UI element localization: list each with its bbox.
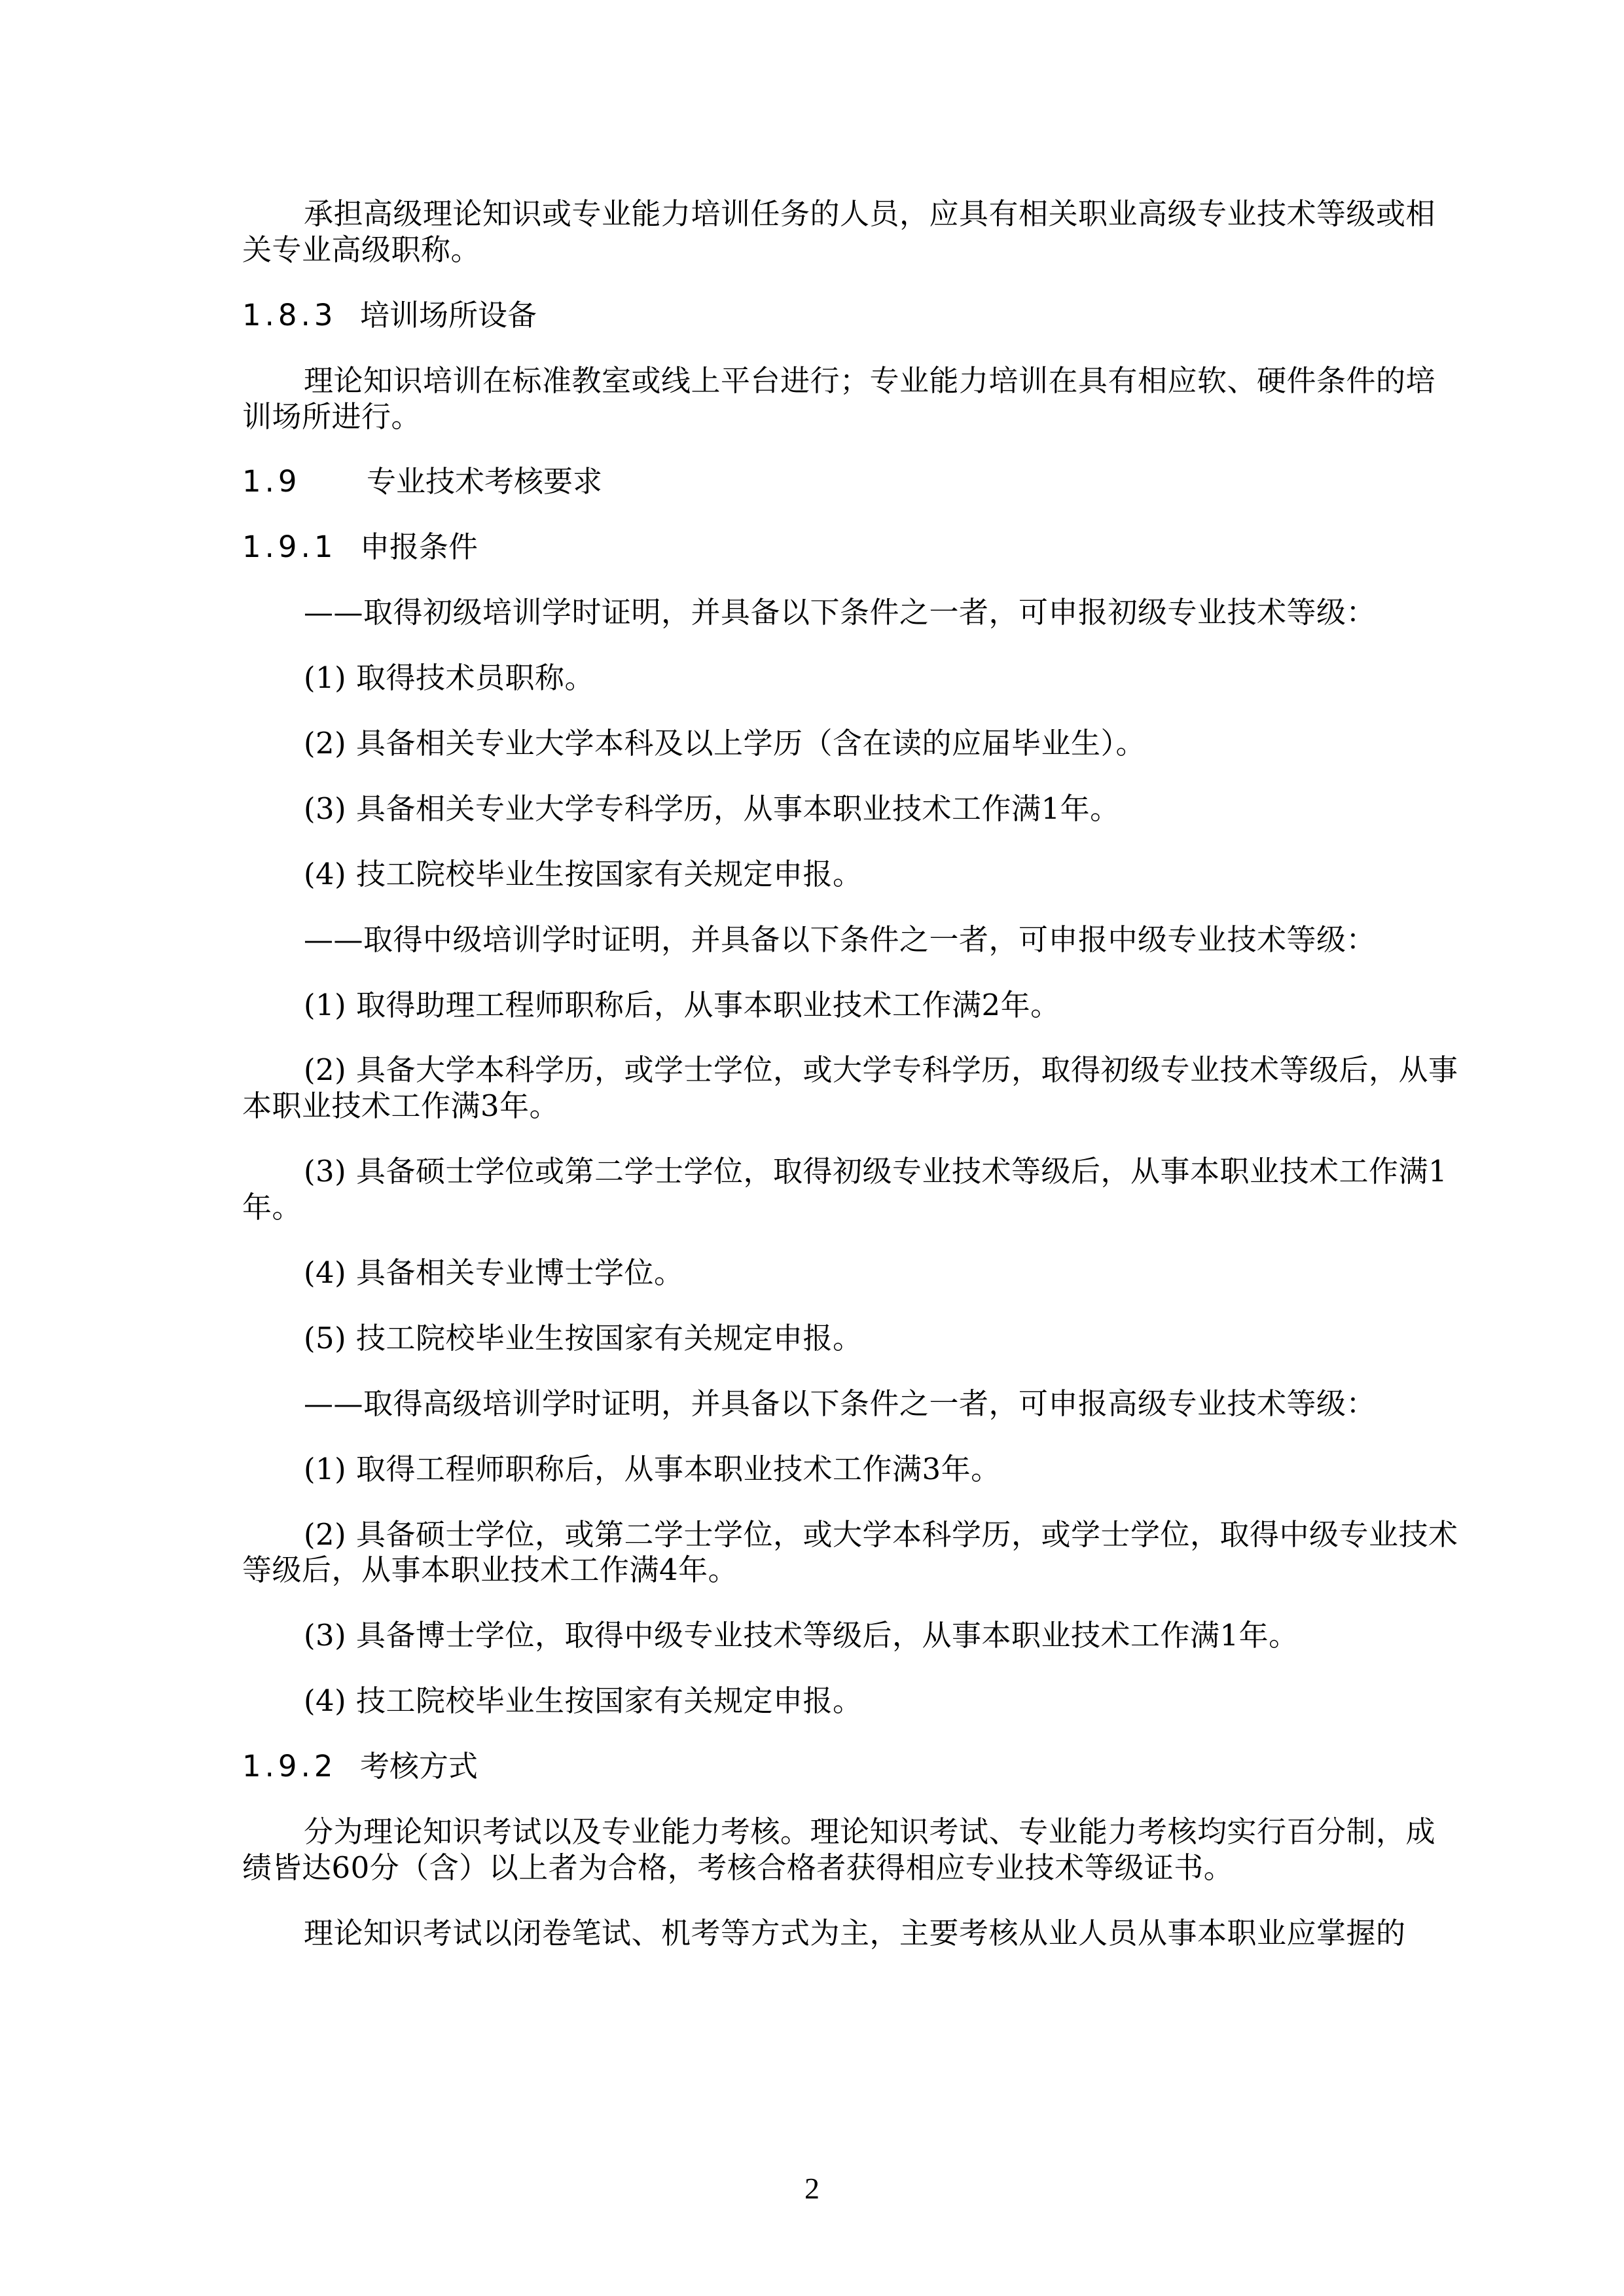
section-heading bbox=[242, 464, 1460, 500]
section-heading bbox=[242, 1749, 1460, 1785]
section-title: 考核方式 bbox=[360, 1749, 478, 1784]
paragraph: (2) 具备相关专业大学本科及以上学历（含在读的应届毕业生）。 bbox=[304, 726, 1146, 761]
paragraph: 分为理论知识考试以及专业能力考核。理论知识考试、专业能力考核均实行百分制，成绩皆达60分（含）以上者为合格，考核合格者获得相应专业技术等级证书。 bbox=[242, 1814, 1436, 1885]
section-heading bbox=[242, 298, 1460, 334]
section-number: 1.9.2 bbox=[242, 1749, 337, 1784]
paragraph: (2) 具备硕士学位，或第二学士学位，或大学本科学历，或学士学位，取得中级专业技术等级后，从事本职业技术工作满4年。 bbox=[242, 1516, 1458, 1588]
paragraph: (4) 技工院校毕业生按国家有关规定申报。 bbox=[304, 1683, 863, 1719]
paragraph: ——取得初级培训学时证明，并具备以下条件之一者，可申报初级专业技术等级： bbox=[304, 595, 1377, 630]
section-number: 1.9 bbox=[242, 464, 301, 499]
paragraph: (2) 具备大学本科学历，或学士学位，或大学专科学历，取得初级专业技术等级后，从事本职业技术工作满3年。 bbox=[242, 1052, 1458, 1124]
paragraph: 理论知识考试以闭卷笔试、机考等方式为主，主要考核从业人员从事本职业应掌握的 bbox=[304, 1915, 1406, 1950]
paragraph: (3) 具备博士学位，取得中级专业技术等级后，从事本职业技术工作满1年。 bbox=[304, 1618, 1299, 1653]
paragraph: ——取得高级培训学时证明，并具备以下条件之一者，可申报高级专业技术等级： bbox=[304, 1386, 1377, 1421]
section-heading bbox=[242, 529, 1460, 565]
paragraph: (3) 具备硕士学位或第二学士学位，取得初级专业技术等级后，从事本职业技术工作满1年。 bbox=[242, 1154, 1448, 1225]
section-title: 培训场所设备 bbox=[360, 297, 537, 332]
page-body bbox=[242, 196, 1460, 1981]
paragraph: (1) 取得工程师职称后，从事本职业技术工作满3年。 bbox=[304, 1451, 1001, 1486]
section-title: 专业技术考核要求 bbox=[367, 464, 603, 499]
paragraph: (1) 取得技术员职称。 bbox=[304, 660, 595, 696]
section-number: 1.9.1 bbox=[242, 529, 337, 565]
page-number: 2 bbox=[804, 2172, 820, 2205]
paragraph: ——取得中级培训学时证明，并具备以下条件之一者，可申报中级专业技术等级： bbox=[304, 922, 1377, 957]
paragraph: (3) 具备相关专业大学专科学历，从事本职业技术工作满1年。 bbox=[304, 791, 1120, 826]
paragraph: (5) 技工院校毕业生按国家有关规定申报。 bbox=[304, 1320, 863, 1355]
paragraph: (4) 具备相关专业博士学位。 bbox=[304, 1255, 684, 1291]
section-number: 1.8.3 bbox=[242, 297, 337, 332]
paragraph: (4) 技工院校毕业生按国家有关规定申报。 bbox=[304, 856, 863, 891]
section-title: 申报条件 bbox=[360, 529, 478, 565]
paragraph: 承担高级理论知识或专业能力培训任务的人员，应具有相关职业高级专业技术等级或相关专业高级职称。 bbox=[242, 196, 1436, 267]
paragraph: 理论知识培训在标准教室或线上平台进行；专业能力培训在具有相应软、硬件条件的培训场所进行。 bbox=[242, 363, 1436, 434]
paragraph: (1) 取得助理工程师职称后，从事本职业技术工作满2年。 bbox=[304, 987, 1060, 1022]
